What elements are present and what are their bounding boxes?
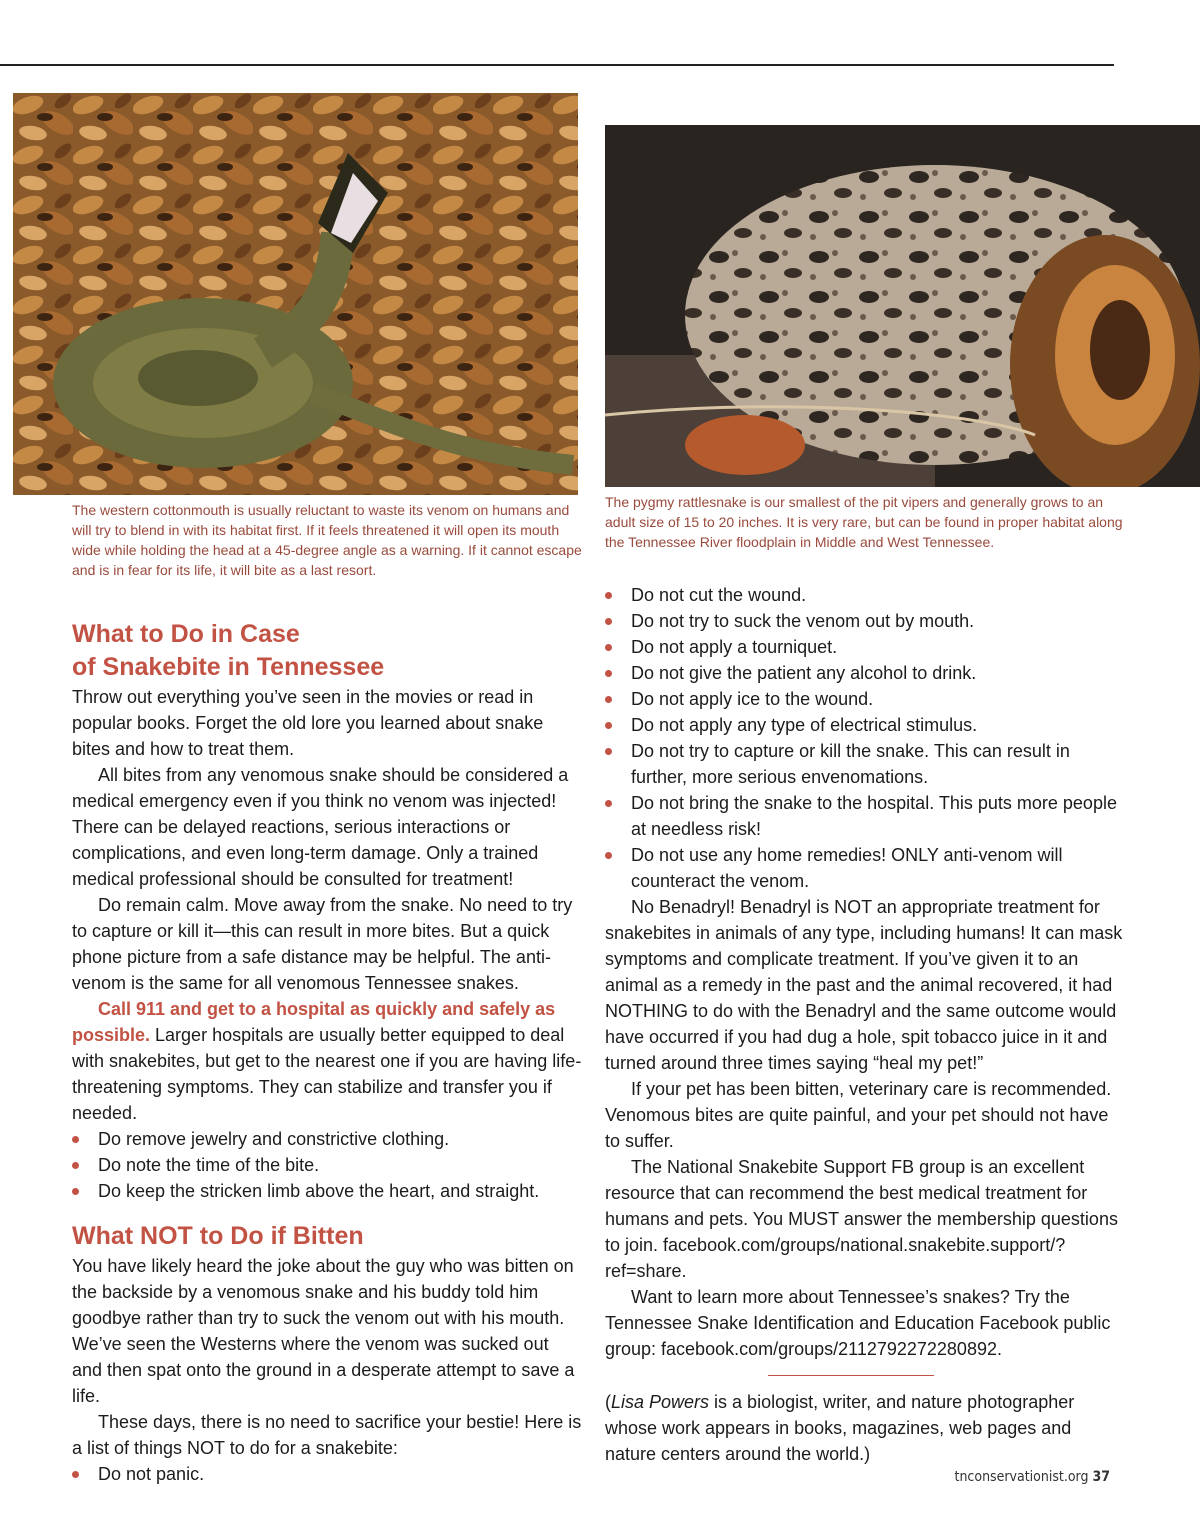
list-item: Do not bring the snake to the hospital. This puts more people at needless risk! xyxy=(605,790,1125,842)
author-bio xyxy=(605,1389,1125,1467)
left-column xyxy=(72,618,582,1487)
list-item: Do not panic. xyxy=(72,1461,582,1487)
section-heading-not-to-do: What NOT to Do if Bitten xyxy=(72,1222,364,1250)
paragraph: These days, there is no need to sacrifice your bestie! Here is a list of things NOT to do for a snakebite: xyxy=(72,1412,582,1458)
list-item: Do not try to capture or kill the snake. This can result in further, more serious envenomations. xyxy=(605,738,1125,790)
list-item: Do remove jewelry and constrictive clothing. xyxy=(72,1126,582,1152)
call-911-lead: Call 911 and get to a hospital as quickly and safely as possible. xyxy=(72,999,556,1045)
paragraph: Do remain calm. Move away from the snake. No need to try to capture or kill it—this can result in more bites. But a quick phone picture from a safe distance may be helpful. The anti-venom is the same for all venomous Tennessee snakes. xyxy=(72,895,573,993)
paragraph-call-911 xyxy=(72,996,582,1126)
pygmy-rattlesnake-caption: The pygmy rattlesnake is our smallest of the pit vipers and generally grows to an adult size of 15 to 20 inches. It is very rare, but can be found in proper habitat along the Tennessee River floodplain in Middle and West Tennessee. xyxy=(605,494,1123,550)
page-footer xyxy=(955,1469,1110,1485)
page-number: 37 xyxy=(1092,1469,1110,1485)
paragraph-pet: If your pet has been bitten, veterinary care is recommended. Venomous bites are quite painful, and your pet should not have to suffer. xyxy=(605,1079,1112,1151)
list-item: Do not apply ice to the wound. xyxy=(605,686,1125,712)
divider xyxy=(768,1375,934,1376)
list-item: Do not cut the wound. xyxy=(605,582,1125,608)
list-item: Do note the time of the bite. xyxy=(72,1152,582,1178)
bio-rest: is a biologist, writer, and nature photographer whose work appears in books, magazines, web pages and nature centers around the world.) xyxy=(605,1392,1075,1464)
top-rule xyxy=(0,64,1114,66)
list-item: Do not apply any type of electrical stimulus. xyxy=(605,712,1125,738)
list-item: Do not apply a tourniquet. xyxy=(605,634,1125,660)
paragraph: Throw out everything you’ve seen in the movies or read in popular books. Forget the old lore you learned about snake bites and how to treat them. xyxy=(72,687,544,759)
list-item: Do keep the stricken limb above the heart, and straight. xyxy=(72,1178,582,1204)
list-item: Do not try to suck the venom out by mouth. xyxy=(605,608,1125,634)
cottonmouth-caption: The western cottonmouth is usually reluctant to waste its venom on humans and will try to blend in with its habitat first. If it feels threatened it will open its mouth wide while holding the head at a 45-degree angle as a warning. If it cannot escape and is in fear for its life, it will bite as a last resort. xyxy=(72,502,582,578)
paragraph-benadryl: No Benadryl! Benadryl is NOT an appropriate treatment for snakebites in animals of any type, including humans! It can mask symptoms and complicate treatment. If you’ve given it to an animal as a remedy in the past and the animal recovered, it had NOTHING to do with the Benadryl and the same outcome would have occurred if you had dug a hole, spit tobacco juice in it and turned around three times saying “heal my pet!” xyxy=(605,897,1123,1073)
do-not-list xyxy=(605,582,1125,894)
cottonmouth-photo xyxy=(13,93,578,495)
do-not-list-start xyxy=(72,1461,582,1487)
right-column xyxy=(605,582,1125,1467)
site-url: tnconservationist.org xyxy=(954,1469,1089,1485)
paragraph: You have likely heard the joke about the guy who was bitten on the backside by a venomous snake and his buddy told him goodbye rather than try to suck the venom out with his mouth. We’ve seen the Westerns where the venom was sucked out and then spat onto the ground in a desperate attempt to save a life. xyxy=(72,1256,575,1406)
pygmy-rattlesnake-photo xyxy=(605,125,1200,487)
paragraph: All bites from any venomous snake should be considered a medical emergency even if you think no venom was injected! There can be delayed reactions, serious interactions or complications, and even long-term damage. Only a trained medical professional should be consulted for treatment! xyxy=(72,765,569,889)
call-911-rest: Larger hospitals are usually better equipped to deal with snakebites, but get to the nearest one if you are having life-threatening symptoms. They can stabilize and transfer you if needed. xyxy=(72,1025,582,1123)
section-heading-snakebite xyxy=(72,618,582,684)
heading-line-1: What to Do in Case xyxy=(72,620,300,648)
bio-open: ( xyxy=(605,1392,611,1412)
list-item: Do not use any home remedies! ONLY anti-venom will counteract the venom. xyxy=(605,842,1125,894)
paragraph-learn-more: Want to learn more about Tennessee’s snakes? Try the Tennessee Snake Identification and Education Facebook public group: facebook.com/groups/2112792272280892. xyxy=(605,1287,1111,1359)
do-list xyxy=(72,1126,582,1204)
author-name: Lisa Powers xyxy=(611,1392,710,1412)
list-item: Do not give the patient any alcohol to drink. xyxy=(605,660,1125,686)
heading-line-2: of Snakebite in Tennessee xyxy=(72,653,385,681)
paragraph-support-group: The National Snakebite Support FB group is an excellent resource that can recommend the best medical treatment for humans and pets. You MUST answer the membership questions to join. facebook.com/groups/national.snakebite.support/?ref=share. xyxy=(605,1157,1118,1281)
